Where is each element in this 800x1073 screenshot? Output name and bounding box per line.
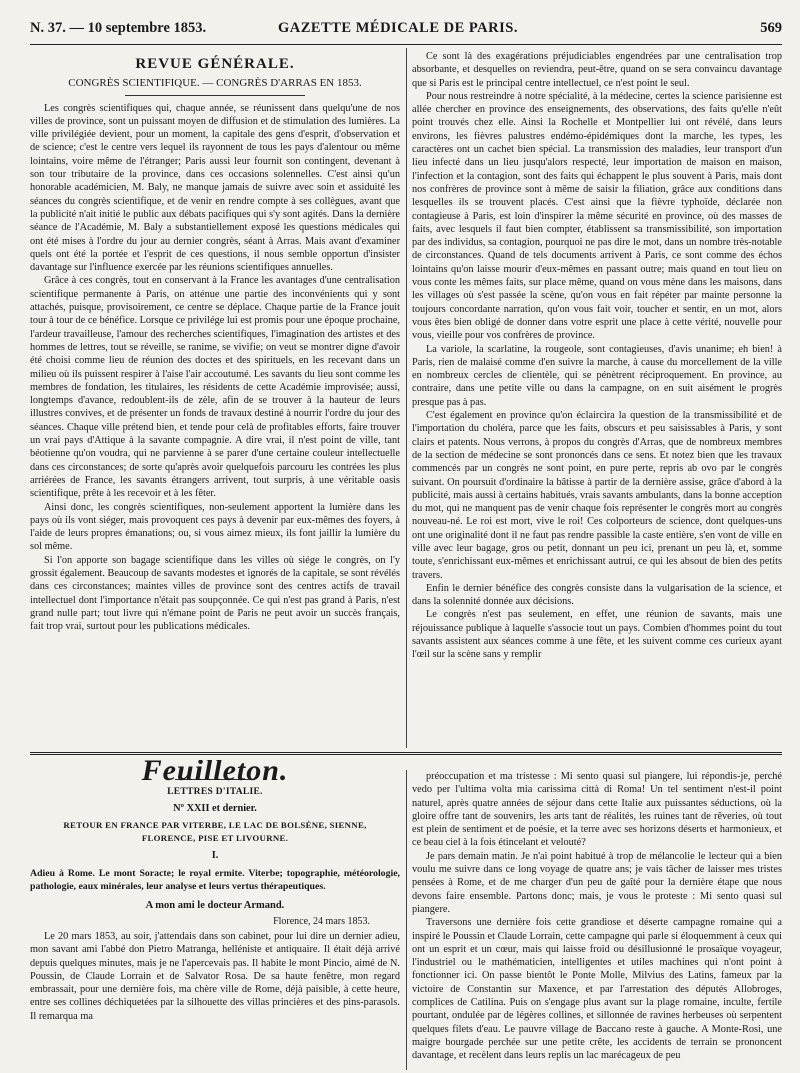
revue-subtitle [30, 77, 400, 95]
page-header [30, 20, 782, 42]
revue-title: REVUE GÉNÉRALE. [135, 56, 295, 72]
subtitle-rule [125, 95, 305, 96]
page-number: 569 [760, 20, 782, 36]
paragraph: Enfin le dernier bénéfice des congrès consiste dans la vulgarisation de la science, et dans la solennité donnée aux décisions. [412, 582, 782, 608]
chapter-summary: Adieu à Rome. Le mont Soracte; le royal ermite. Viterbe; topographie, météorologie, pathologie, eaux minérales, leur analyse et leurs vertus thérapeutiques. [30, 867, 400, 893]
gazette-title: GAZETTE MÉDICALE DE PARIS. [278, 20, 518, 36]
paragraph: C'est également en province qu'on éclaircira la question de la transmissibilité et de l'importation du choléra, parce que les faits, obscurs et peu saisissables à Paris, y sont clairs et patents. Nous verrons, à propos du congrès d'Arras, que de nombreux membres de la section de médecine se sont prononcés dans ce sens. Et notez bien que les travaux commencés par un congrès ne sont point, en pure perte, repris ab ovo par le congrès suivant. On poursuit d'ordinaire la bâtisse à partir de la dernière assise, grâce d'abord à la publicité, mais aussi à certains habitués, vrais savants ambulants, dans la bonne acception du mot, qui ne manquent pas de venir chaque fois représenter le congrès mort au congrès nouveau-né. Le roi est mort, vive le roi! Ces colporteurs de science, dont quelques-uns ont une originalité dont il ne faut pas rendre passible la caste entière, s'en vont de ville en ville avec leur bagage, gros ou petit, donnant un peu ici, prenant un peu là, et, somme toute, s'enrichissant eux-mêmes et enrichissant autrui, ce qui les absout de bien des petits travers. [412, 410, 782, 581]
header-rule [30, 44, 782, 45]
paragraph: Pour nous restreindre à notre spécialité, à la médecine, certes la science parisienne est allée chercher en province des enseignements, des observations, des faits qu'elle n'eût point trouvés chez elle. Ainsi la Rochelle et Montpellier lui ont révélé, dans leurs environs, les fièvres palustres endémo-épidémiques dont la marche, les types, les caractères ont un cachet bien spécial. La transmission des maladies, leur transport d'un lieu infecté dans un lieu jusqu'alors respecté, leur importation de maison en maison, l'infection et la contagion, sont des faits qui échappent le plus souvent à Paris, mais dont nos confrères de province sont à même de saisir la filiation, grâce aux conditions dans lesquelles ils se trouvent placés. C'est ainsi que la fièvre typhoïde, déclarée non contagieuse à Paris, est loin d'inspirer la même sécurité en province, où des masses de faits, avec lesquels il faut bien compter, établissent sa transmissibilité, son importation par des individus, sa contagion, pourquoi ne pas dire le mot, dans un nombre très-notable de circonstances. Quand de tels documents arrivent à Paris, ce sont comme des échos lointains qu'on laisse mourir d'eux-mêmes en passant outre; mais quand en tout lieu on vous conte les mêmes faits, sur place même, quand on vous mène dans les maisons, dans les villages où s'est passée la scène, qu'on vous en fait répéter par mainte personne la toujours concordante narration, qu'on vous fait voir, toucher et sentir, en un mot, alors vous êtes bien obligé de donner dans votre esprit une place à cette vérité, nouvelle pour vous, vieille pour vos confrères de province. [412, 90, 782, 342]
column-divider [406, 770, 407, 1070]
column-divider [406, 48, 407, 748]
feuilleton-right-column [412, 770, 782, 1073]
section-number: I. [211, 850, 219, 862]
paragraph: Je pars demain matin. Je n'ai point habitué à trop de mélancolie le lecteur qui a bien voulu me suivre dans ce long voyage de quatre ans; je vais tâcher de laisser mes tristes pensées à Rome, et de me charger d'un peu de gaîté pour la dernière étape que nous devons faire ensemble. Partons donc; mais, je vous le proteste : Mi sento quasi sul piangere. [412, 850, 782, 915]
feuilleton-title [30, 760, 400, 787]
paragraph: La variole, la scarlatine, la rougeole, sont contagieuses, d'avis unanime; eh bien! à Paris, rien de malaisé comme d'en suivre la marche, à cause du morcellement de la ville en nombreux cercles de clientèle, qui se pénètrent réciproquement. En province, au contraire, dans une petite ville ou dans la campagne, on en suit aisément le progrès presque pas à pas. [412, 343, 782, 408]
paragraph: Si l'on apporte son bagage scientifique dans les villes où siége le congrès, on l'y grossit également. Beaucoup de savants modestes et ignorés de la capitale, se sont révélés dans ces circonstances; maintes villes de province sont des centres actifs de travail intellectuel dont l'importance n'était pas soupçonnée. Ce qui n'est pas grand à Paris, n'est grand nulle part; tout livre qui n'émane point de Paris ne peut avoir un succès français, fait trop vrai, surtout pour les publications médicales. [30, 554, 400, 633]
revue-left-column [30, 50, 400, 745]
letter-number: Nº XXII et dernier. [173, 802, 257, 814]
feuilleton-separator [30, 752, 782, 755]
paragraph: Les congrès scientifiques qui, chaque année, se réunissent dans quelqu'une de nos villes de province, sont un puissant moyen de diffusion et de stimulation des lumières. La ville privilégiée devient, pour un moment, la capitale des gens d'esprit, d'observation et de science; c'est le centre vers lequel ils rayonnent de tous les pays d'alentour ou même lointains, voire même de l'étranger; Paris aussi leur fournit son contingent, devenant à son tour tributaire de la province, dans ces occasions solennelles. C'est ainsi qu'un honorable académicien, M. Baly, ne manque jamais de suivre avec soin et assiduité les séances du congrès scientifique, et de venir en rendre compte à ses collègues, avant que la publicité n'ait initié le public aux débats pacifiques qui s'y sont agités. Dans la dernière séance de l'Académie, M. Baly a substantiellement exposé les questions médicales qui ont été mises à l'ordre du jour au dernier congrès, séant à Arras. Mais avant d'examiner quels ont été la portée et l'esprit de ces questions, il nous semble opportun d'insister davantage sur l'influence exercée par les réunions scientifiques annuelles. [30, 102, 400, 274]
dateline: Florence, 24 mars 1853. [273, 915, 370, 927]
revue-subtitle-text: CONGRÈS SCIENTIFIQUE. — CONGRÈS D'ARRAS EN 1853. [68, 77, 362, 90]
dedication: A mon ami le docteur Armand. [145, 900, 285, 912]
newspaper-page [30, 0, 782, 1073]
paragraph: Ce sont là des exagérations préjudiciables engendrées par une centralisation trop absorbante, et desquelles on reviendra, peut-être, quand on se sera convaincu davantage que si Paris est le principal centre intellectuel, ce n'est point le seul. [412, 51, 782, 89]
revue-right-column [412, 50, 782, 745]
paragraph: Grâce à ces congrès, tout en conservant à la France les avantages d'une centralisation scientifique permanente à Paris, on atténue une partie des inconvénients qui y sont attachés, puisque, provisoirement, ce centre se déplace. Chaque partie de la France jouit tour à tour de ce bénéfice. Lorsque ce privilége lui est promis pour une époque prochaine, l'ardeur travailleuse, l'amour des recherches scientifiques, l'imagination des artistes et des hommes de lettres, tout se réveille, se ranime, se vivifie; on veut se montrer digne d'avoir été choisi comme lieu de réunion des doctes et des spirituels, en les recevant dans un milieu où ils puissent respirer à l'aise l'air accoutumé. Les savants du lieu sont comme les membres de fondation, les titulaires, les résidents de cette Académie improvisée; aussi, longtemps d'avance, redoublent-ils de zèle, afin de se trouver à la hauteur de leurs illustres convives, et de présenter un fonds de travaux destiné à nourrir l'ordre du jour des séances. Chaque ville prétend bien, et tende pour celà de profitables efforts, faire trouver un vrai pays d'Attique à la savante compagnie. A dire vrai, il n'est point de ville, tant béotienne qu'on voudra, qui ne parvienne à se parer d'une certaine couleur intellectuelle dans ces circonstances; de sorte qu'après avoir quelquefois parcouru les contrées les plus arriérées de France, les savants étrangers arrivent, tout surpris, à une véritable oasis scientifique, prête à les recevoir et à les fêter. [30, 275, 400, 500]
paragraph: préoccupation et ma tristesse : Mi sento quasi sul piangere, lui répondis-je, perché vedo per l'ultima volta mia carissima città di Roma! Un tel sentiment n'est-il point naturel, après quatre années de séjour dans cette Italie aux puissantes séductions, où la gloire offre tant de souvenirs, les arts tant de réalités, les ruines tant de rêveries, où tout est plein de sentiment et de poésie, et la terre avec ses horizons déserts et harmonieux, et ce beau ciel à la fois étincelant et velouté? [412, 771, 782, 849]
paragraph: Ainsi donc, les congrès scientifiques, non-seulement apportent la lumière dans les pays où ils vont siéger, mais provoquent ces pays à devenir par eux-mêmes des foyers, à l'aide de leurs propres émanations; ou, si vous aimez mieux, ils font jaillir la lumière du sol même. [30, 501, 400, 553]
issue-date: N. 37. — 10 septembre 1853. [30, 20, 207, 36]
paragraph: Le congrès n'est pas seulement, en effet, une réunion de savants, mais une réjouissance publique à laquelle s'associe tout un pays. Combien d'hommes point du tout savants assistent aux séances comme à une fête, et les suivent comme ces curieux ayant l'œil sur la scène sans y remplir [412, 609, 782, 661]
paragraph: Le 20 mars 1853, au soir, j'attendais dans son cabinet, pour lui dire un dernier adieu, mon savant ami l'abbé don Pietro Matranga, helléniste et antiquaire. Il était déjà arrivé depuis quelques minutes, mais je ne l'apercevais pas. Il habite le mont Pincio, aimé de N. Poussin, de Claude Lorrain et de Salvator Rosa. De sa haute fenêtre, mon regard embrassait, pour une dernière fois, ma chère ville de Rome, déjà paisible, à cette heure, entre ses collines déchiquetées par la silhouette des villas princières et des pins-parasols. Il remarqua ma [30, 930, 400, 1022]
feuilleton-title-text: Feuilleton. [141, 760, 289, 787]
series-title: LETTRES D'ITALIE. [167, 787, 263, 798]
feuilleton-left-column [30, 760, 400, 1073]
route-title: RETOUR EN FRANCE PAR VITERBE, LE LAC DE BOLSÈNE, SIENNE, FLORENCE, PISE ET LIVOURNE. [63, 819, 367, 844]
paragraph: Traversons une dernière fois cette grandiose et déserte campagne romaine qui a inspiré le Poussin et Claude Lorrain, cette campagne qui parle si éloquemment à ceux qui ont un esprit et un cœur, mais qui laisse froid ou désillusionné le prosaïque voyageur, l'industriel ou le mathématicien, intelligentes et utiles machines qui n'ont point à fonctionner ici. On passe bientôt le Ponte Molle, Milvius des Latins, fameux par la victoire de Constantin sur Maxence, et par l'arrestation des députés Allobroges, complices de Catilina. Puis on s'engage plus avant sur la plage romaine, inculte, fertile pourtant, ondulée par de légères collines, et sillonnée de ravines herbeuses où serpentent quelques filets d'eau. Le pauvre village de Baccano reste à gauche. A Monte-Rosi, une maigre bourgade perchée sur une petite crête, les accidents de terrain se prononcent davantage, et recèlent dans leurs replis un lac marécageux de peu [412, 917, 782, 1062]
